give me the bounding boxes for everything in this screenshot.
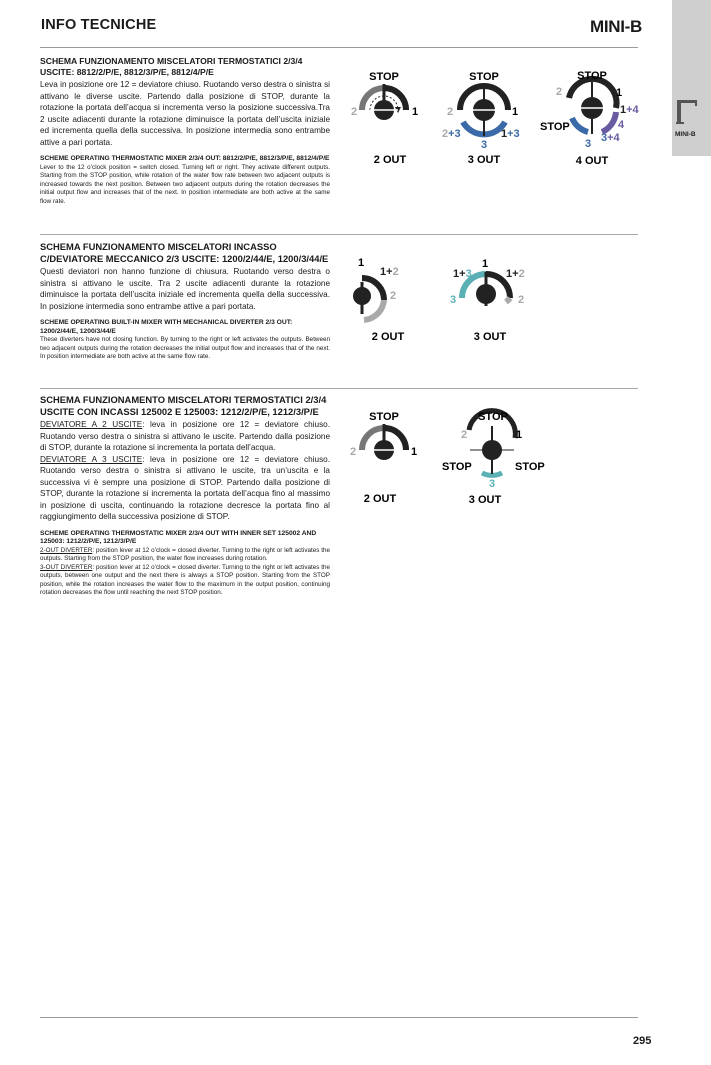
dial-2-out1-label: 1 [412, 106, 419, 118]
page-number: 295 [633, 1035, 652, 1047]
mech3-out12-label: 1+2 [506, 268, 525, 280]
section-3-en-title: SCHEME OPERATING THERMOSTATIC MIXER 2/3/4 OUT WITH INNER SET 125002 AND 125003: 1212/2/P/E, 1212/3/P/E [40, 529, 317, 545]
dial-3-out1-label: 1 [512, 106, 519, 118]
section-2-en-body: These diverters have not closing function. By turning to the right or left activates the outputs. Between two adjacent outputs during the rotation decreases the initial output flow and increases that of the next. In position intermediate are both active at the same flow rate. [40, 336, 330, 360]
inner3-stop-right-label: STOP [515, 461, 545, 473]
inner3-out3-label: 3 [488, 478, 496, 490]
section-heading: INFO TECNICHE [41, 17, 157, 33]
dial-4-out4-label: 4 [618, 119, 625, 131]
inner3-out1-label: 1 [516, 429, 523, 441]
section-1-en-body: Lever to the 12 o’clock position = switch closed. Turning left or right. They activate different outputs. Starting from the STOP position, while rotation of the water flow rate between two adjacent outputs is increased towards the next position. Between two adjacent outputs during the rotation decreases the initial output flow and increases that of the next. In position intermediate are both active at the same flow rate. [40, 163, 330, 205]
dial-3-out2-label: 2 [447, 106, 454, 118]
dial-3-caption: 3 OUT [467, 154, 501, 166]
mech2-caption: 2 OUT [371, 331, 405, 343]
section-2-diagrams [340, 252, 560, 347]
dial-2-caption: 2 OUT [373, 154, 407, 166]
faucet-icon [676, 96, 702, 126]
dial-3-out-inner-set [442, 411, 545, 506]
section-3-en-p2: 3-OUT DIVERTER: position lever at 12 o’clock = closed diverter. Turning to the right or left activates the outputs, between one output and the next there is always a STOP position. Starting from the STOP position, while the rotation increases the water flow to the maximum in the output position, continuing rotation decreases the flow until reaching the next STOP position. [40, 563, 330, 596]
dial-2-out2-label: 2 [351, 106, 358, 118]
dial-4-out3-label: 3 [584, 138, 592, 150]
dial-4-out [540, 70, 640, 167]
section-2-it-title: SCHEMA FUNZIONAMENTO MISCELATORI INCASSO C/DEVIATORE MECCANICO 2/3 USCITE: 1200/2/44/E, 1200/3/44/E [40, 241, 329, 264]
dial-4-out14-label: 1+4 [620, 104, 639, 116]
section-2-en-title: SCHEME OPERATING BUILT-IN MIXER WITH MECHANICAL DIVERTER 2/3 OUT: 1200/2/44/E, 1200/3/44/E [40, 319, 293, 335]
dial-4-out34-label: 3+4 [601, 132, 620, 144]
dial-4-caption: 4 OUT [575, 155, 609, 167]
dial-3-out [442, 71, 520, 166]
section-3-en-p1: 2-OUT DIVERTER: position lever at 12 o’clock = closed diverter. Turning to the right or left activates the outputs. Starting from the STOP position, the water flow increases during rotation. [40, 546, 330, 562]
dial-2-stop-label: STOP [369, 71, 399, 83]
dial-3-out3-label: 3 [480, 139, 488, 151]
dial-2-out-inner-set [350, 411, 417, 505]
inner2-out2-label: 2 [350, 446, 357, 458]
side-tab-label: MINI-B [675, 131, 696, 138]
mech3-out3-label: 3 [450, 294, 457, 306]
section-3-text [40, 394, 330, 598]
inner3-out2-label: 2 [461, 429, 468, 441]
dial-3-out13-label: 1+3 [501, 128, 520, 140]
inner3-stop-top-label: STOP [478, 411, 508, 423]
dial-4-out2-label: 2 [556, 86, 563, 98]
dial-3-stop-label: STOP [469, 71, 499, 83]
header-divider [40, 47, 638, 48]
dial-2-out-mechanical [353, 257, 404, 343]
section-1-it-title: SCHEMA FUNZIONAMENTO MISCELATORI TERMOSTATICI 2/3/4 USCITE: 8812/2/P/E, 8812/3/P/E, 8812/4/P/E [40, 56, 303, 77]
mech3-out2-label: 2 [518, 294, 525, 306]
section-1-diagrams [340, 60, 650, 175]
mech3-caption: 3 OUT [473, 331, 507, 343]
dial-4-stop-left-label: STOP [540, 121, 570, 133]
section-2-text [40, 241, 330, 362]
section-3-it-p1: DEVIATORE A 2 USCITE: leva in posizione ore 12 = deviatore chiuso. Ruotando verso destra o sinistra si attivano le uscite. Partendo dalla posizione di STOP, durante la rotazione si incrementa la portata dell’acqua. [40, 420, 330, 452]
dial-4-stop-top-label: STOP [577, 70, 607, 82]
mech3-out13-label: 1+3 [453, 268, 472, 280]
mech2-out2-label: 2 [390, 290, 397, 302]
section-3-it-title: SCHEMA FUNZIONAMENTO MISCELATORI TERMOSTATICI 2/3/4 USCITE CON INCASSI 125002 E 125003: 1212/2/P/E, 1212/3/P/E [40, 394, 327, 417]
inner3-caption: 3 OUT [468, 494, 502, 506]
dial-3-out23-label: 2+3 [442, 128, 461, 140]
dial-4-out1-label: 1 [616, 87, 623, 99]
section-divider [40, 388, 638, 389]
section-3-it-p2: DEVIATORE A 3 USCITE: leva in posizione ore 12 = deviatore chiuso. Ruotando verso destra o sinistra si attivano le uscite, tra un’uscita e la successiva vi è sempre una posizione di STOP. Partendo dalla posizione di STOP, durante la rotazione si incrementa la portata dell’acqua fino al massimo in posizione di uscita, continuando la rotazione decresce la portata fino al raggiungimento della successiva posizione di STOP. [40, 454, 330, 521]
mech3-out1-label: 1 [482, 258, 489, 270]
inner2-stop-label: STOP [369, 411, 399, 423]
inner3-stop-left-label: STOP [442, 461, 472, 473]
dial-3-out-mechanical [450, 258, 525, 343]
mech2-out12-label: 1+2 [380, 266, 399, 278]
footer-divider [40, 1017, 638, 1018]
section-1-it-body: Leva in posizione ore 12 = deviatore chiuso. Ruotando verso destra o sinistra si attivano le diverse uscite. Partendo dalla posizione di STOP, durante la rotazione la portata dell’acqua si incrementa verso la posizione successiva.Tra 2 uscite adiacenti durante la rotazione diminuisce la portata dell’uscita iniziale ed incrementa quella della successiva. In posizione intermedia sono entrambe attive a pari portata. [40, 80, 330, 147]
section-1-text [40, 56, 330, 206]
product-model-title: MINI-B [590, 17, 643, 36]
section-divider [40, 234, 638, 235]
section-1-en-title: SCHEME OPERATING THERMOSTATIC MIXER 2/3/4 OUT: 8812/2/P/E, 8812/3/P/E, 8812/4/P/E [40, 155, 330, 162]
mech2-out1-label: 1 [358, 257, 365, 269]
section-3-diagrams [340, 400, 560, 510]
dial-2-out [351, 71, 418, 166]
inner2-caption: 2 OUT [363, 493, 397, 505]
inner2-out1-label: 1 [411, 446, 418, 458]
section-2-it-body: Questi deviatori non hanno funzione di chiusura. Ruotando verso destra o sinistra si attivano le uscite. Tra 2 uscite adiacenti durante la rotazione diminuisce la portata dell’uscita iniziale ed incrementa quella della successiva. In posizione intermedia sono entrambe attive a pari portata. [40, 267, 330, 311]
